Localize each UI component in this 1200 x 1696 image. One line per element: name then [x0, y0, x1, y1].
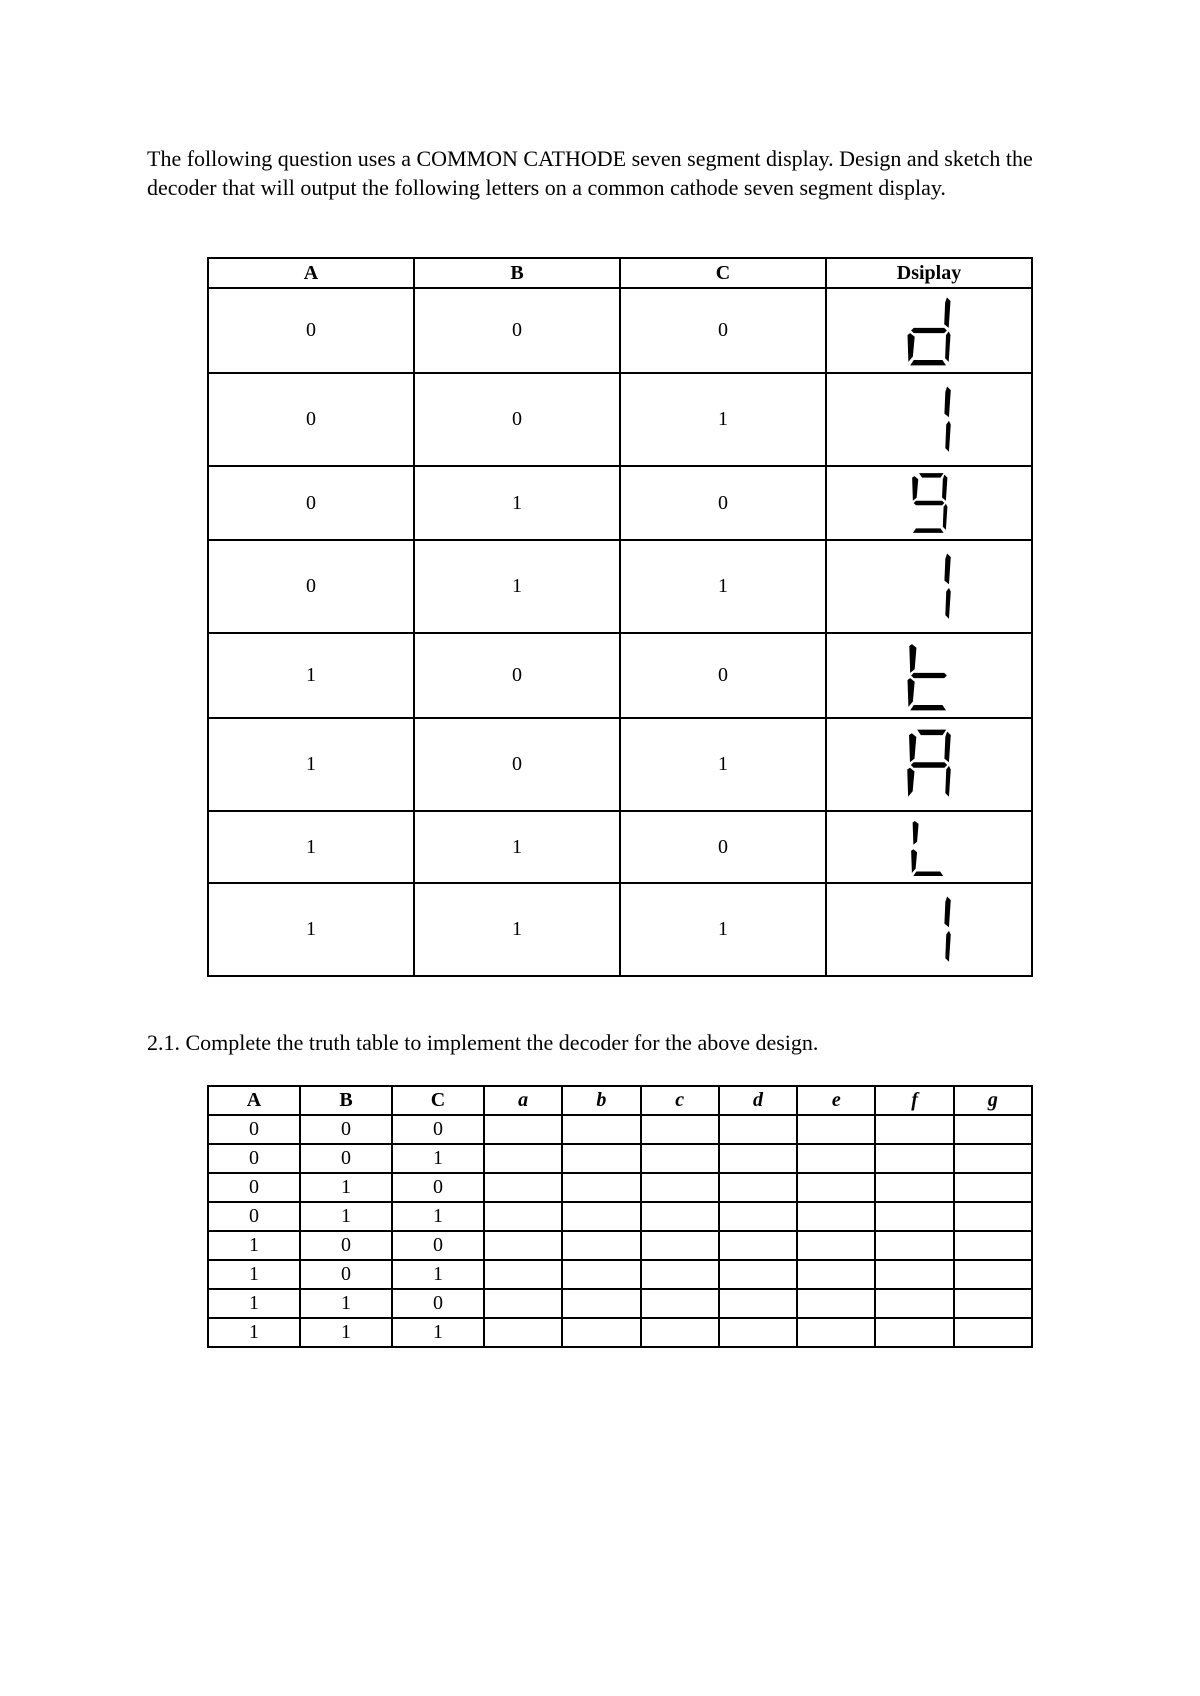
display-table-row [208, 811, 1032, 883]
truth-input-cell: 1 [300, 1318, 392, 1347]
display-table-row [208, 883, 1032, 976]
input-b-cell: 0 [414, 633, 620, 718]
display-table-row [208, 466, 1032, 540]
truth-answer-cell[interactable] [875, 1289, 953, 1318]
truth-answer-cell[interactable] [641, 1144, 719, 1173]
truth-answer-cell[interactable] [875, 1202, 953, 1231]
truth-table-row [208, 1289, 1032, 1318]
segment-a [917, 729, 946, 734]
truth-answer-cell[interactable] [719, 1173, 797, 1202]
truth-input-cell: 0 [300, 1115, 392, 1144]
truth-answer-cell[interactable] [641, 1173, 719, 1202]
display-table [207, 257, 1033, 977]
truth-input-cell: 0 [208, 1115, 300, 1144]
truth-answer-cell[interactable] [875, 1144, 953, 1173]
display-cell [826, 633, 1032, 718]
intro-text: The following question uses a COMMON CATHODE seven segment display. Design and sketch the decoder that will output the following letters on a common cathode seven segment display. [147, 146, 1033, 200]
input-c-cell: 1 [620, 883, 826, 976]
input-a-cell: 1 [208, 811, 414, 883]
truth-answer-cell[interactable] [484, 1260, 562, 1289]
truth-input-cell: 0 [392, 1231, 484, 1260]
truth-answer-cell[interactable] [954, 1231, 1032, 1260]
header-c: C [620, 258, 826, 288]
truth-table-header-row [208, 1086, 1032, 1115]
segment-g [911, 762, 947, 767]
truth-input-cell: 0 [300, 1144, 392, 1173]
truth-input-cell: 1 [300, 1202, 392, 1231]
display-table-row [208, 633, 1032, 718]
seven-seg-d-icon [904, 292, 954, 369]
truth-answer-cell[interactable] [562, 1202, 640, 1231]
truth-table-row [208, 1173, 1032, 1202]
truth-answer-cell[interactable] [484, 1318, 562, 1347]
header-b: B [414, 258, 620, 288]
display-table-row [208, 718, 1032, 811]
truth-answer-cell[interactable] [484, 1202, 562, 1231]
truth-answer-cell[interactable] [641, 1202, 719, 1231]
segment-g [914, 501, 945, 506]
truth-input-cell: 1 [392, 1202, 484, 1231]
input-a-cell: 0 [208, 373, 414, 466]
segment-b [944, 386, 950, 417]
truth-header-b: B [300, 1086, 392, 1115]
truth-answer-cell[interactable] [797, 1144, 875, 1173]
segment-e [907, 767, 914, 796]
truth-answer-cell[interactable] [797, 1202, 875, 1231]
truth-answer-cell[interactable] [641, 1115, 719, 1144]
truth-answer-cell[interactable] [797, 1231, 875, 1260]
truth-answer-cell[interactable] [875, 1115, 953, 1144]
truth-answer-cell[interactable] [719, 1260, 797, 1289]
truth-input-cell: 1 [300, 1173, 392, 1202]
display-cell [826, 540, 1032, 633]
truth-answer-cell[interactable] [484, 1173, 562, 1202]
truth-input-cell: 1 [392, 1260, 484, 1289]
truth-answer-cell[interactable] [562, 1173, 640, 1202]
display-cell [826, 288, 1032, 373]
truth-answer-cell[interactable] [562, 1289, 640, 1318]
truth-table [207, 1085, 1033, 1348]
truth-table-row [208, 1260, 1032, 1289]
display-cell [826, 466, 1032, 540]
seven-seg-i-icon [904, 548, 954, 626]
input-a-cell: 1 [208, 718, 414, 811]
input-c-cell: 1 [620, 540, 826, 633]
truth-answer-cell[interactable] [484, 1144, 562, 1173]
truth-answer-cell[interactable] [719, 1202, 797, 1231]
truth-table-row [208, 1202, 1032, 1231]
input-c-cell: 1 [620, 373, 826, 466]
truth-answer-cell[interactable] [954, 1144, 1032, 1173]
input-c-cell: 0 [620, 811, 826, 883]
segment-e [908, 678, 915, 707]
truth-answer-cell[interactable] [641, 1289, 719, 1318]
input-c-cell: 0 [620, 633, 826, 718]
input-a-cell: 0 [208, 288, 414, 373]
input-b-cell: 1 [414, 883, 620, 976]
truth-answer-cell[interactable] [484, 1115, 562, 1144]
segment-b [944, 297, 950, 327]
segment-a [919, 473, 944, 478]
truth-input-cell: 0 [392, 1289, 484, 1318]
segment-c [945, 420, 950, 451]
truth-answer-cell[interactable] [954, 1173, 1032, 1202]
truth-answer-cell[interactable] [641, 1260, 719, 1289]
segment-f [913, 821, 919, 845]
segment-g [911, 673, 947, 678]
segment-d [910, 705, 946, 710]
input-b-cell: 1 [414, 540, 620, 633]
segment-b [944, 896, 950, 927]
truth-answer-cell[interactable] [954, 1318, 1032, 1347]
truth-answer-cell[interactable] [562, 1231, 640, 1260]
truth-answer-cell[interactable] [797, 1318, 875, 1347]
header-a: A [208, 258, 414, 288]
input-a-cell: 1 [208, 633, 414, 718]
truth-header-seg-c: c [641, 1086, 719, 1115]
segment-f [909, 644, 916, 673]
truth-answer-cell[interactable] [954, 1202, 1032, 1231]
truth-answer-cell[interactable] [797, 1115, 875, 1144]
truth-answer-cell[interactable] [954, 1260, 1032, 1289]
truth-answer-cell[interactable] [875, 1260, 953, 1289]
truth-input-cell: 1 [208, 1231, 300, 1260]
truth-table-row [208, 1144, 1032, 1173]
question-2-1: 2.1. Complete the truth table to implement the decoder for the above design. [147, 1030, 819, 1055]
truth-input-cell: 0 [208, 1202, 300, 1231]
truth-answer-cell[interactable] [719, 1231, 797, 1260]
truth-answer-cell[interactable] [875, 1173, 953, 1202]
truth-input-cell: 0 [300, 1260, 392, 1289]
truth-answer-cell[interactable] [719, 1115, 797, 1144]
seven-seg-I-icon [904, 891, 954, 969]
truth-input-cell: 1 [392, 1144, 484, 1173]
segment-f [909, 733, 916, 762]
truth-header-seg-e: e [797, 1086, 875, 1115]
display-cell [826, 883, 1032, 976]
truth-answer-cell[interactable] [484, 1289, 562, 1318]
segment-c [945, 587, 950, 618]
segment-d [913, 872, 943, 876]
segment-e [908, 333, 915, 362]
truth-input-cell: 0 [392, 1173, 484, 1202]
truth-header-seg-b: b [562, 1086, 640, 1115]
seven-seg-i-icon [904, 381, 954, 459]
display-cell [826, 373, 1032, 466]
truth-answer-cell[interactable] [719, 1318, 797, 1347]
display-table-header-row [208, 258, 1032, 288]
input-b-cell: 0 [414, 718, 620, 811]
truth-input-cell: 1 [208, 1289, 300, 1318]
truth-answer-cell[interactable] [641, 1231, 719, 1260]
segment-c [943, 504, 948, 530]
truth-answer-cell[interactable] [641, 1318, 719, 1347]
truth-answer-cell[interactable] [719, 1289, 797, 1318]
segment-b [942, 475, 947, 501]
input-a-cell: 0 [208, 466, 414, 540]
truth-input-cell: 0 [300, 1231, 392, 1260]
header-display: Dsiplay [826, 258, 1032, 288]
segment-d [910, 360, 946, 365]
truth-header-seg-d: d [719, 1086, 797, 1115]
input-b-cell: 0 [414, 373, 620, 466]
truth-table-row [208, 1231, 1032, 1260]
truth-input-cell: 1 [392, 1318, 484, 1347]
seven-seg-A-icon [904, 726, 954, 804]
truth-answer-cell[interactable] [562, 1260, 640, 1289]
truth-answer-cell[interactable] [562, 1318, 640, 1347]
truth-answer-cell[interactable] [484, 1231, 562, 1260]
segment-e [911, 849, 917, 873]
truth-answer-cell[interactable] [562, 1115, 640, 1144]
truth-answer-cell[interactable] [875, 1318, 953, 1347]
seven-seg-L-icon [904, 815, 954, 879]
input-b-cell: 1 [414, 466, 620, 540]
truth-table-row [208, 1318, 1032, 1347]
truth-input-cell: 1 [208, 1318, 300, 1347]
truth-answer-cell[interactable] [797, 1260, 875, 1289]
segment-b [944, 553, 950, 584]
segment-g [911, 328, 947, 333]
segment-b [944, 731, 950, 762]
input-c-cell: 0 [620, 288, 826, 373]
input-b-cell: 0 [414, 288, 620, 373]
segment-c [945, 930, 950, 961]
segment-d [913, 528, 944, 533]
truth-answer-cell[interactable] [954, 1289, 1032, 1318]
truth-input-cell: 1 [300, 1289, 392, 1318]
truth-answer-cell[interactable] [954, 1115, 1032, 1144]
display-cell [826, 811, 1032, 883]
display-cell [826, 718, 1032, 811]
input-a-cell: 1 [208, 883, 414, 976]
input-c-cell: 1 [620, 718, 826, 811]
truth-input-cell: 0 [208, 1173, 300, 1202]
display-table-row [208, 373, 1032, 466]
seven-seg-t-icon [904, 637, 954, 714]
truth-answer-cell[interactable] [875, 1231, 953, 1260]
truth-header-seg-a: a [484, 1086, 562, 1115]
display-table-row [208, 288, 1032, 373]
truth-header-seg-g: g [954, 1086, 1032, 1115]
input-a-cell: 0 [208, 540, 414, 633]
segment-f [912, 476, 918, 501]
truth-answer-cell[interactable] [719, 1144, 797, 1173]
truth-header-seg-f: f [875, 1086, 953, 1115]
display-table-row [208, 540, 1032, 633]
truth-input-cell: 0 [208, 1144, 300, 1173]
input-c-cell: 0 [620, 466, 826, 540]
truth-input-cell: 1 [208, 1260, 300, 1289]
truth-answer-cell[interactable] [797, 1173, 875, 1202]
segment-c [945, 331, 950, 361]
truth-header-a: A [208, 1086, 300, 1115]
truth-answer-cell[interactable] [797, 1289, 875, 1318]
truth-table-row [208, 1115, 1032, 1144]
seven-seg-g-icon [904, 470, 954, 536]
truth-header-c: C [392, 1086, 484, 1115]
segment-c [945, 765, 950, 796]
truth-input-cell: 0 [392, 1115, 484, 1144]
input-b-cell: 1 [414, 811, 620, 883]
truth-answer-cell[interactable] [562, 1144, 640, 1173]
